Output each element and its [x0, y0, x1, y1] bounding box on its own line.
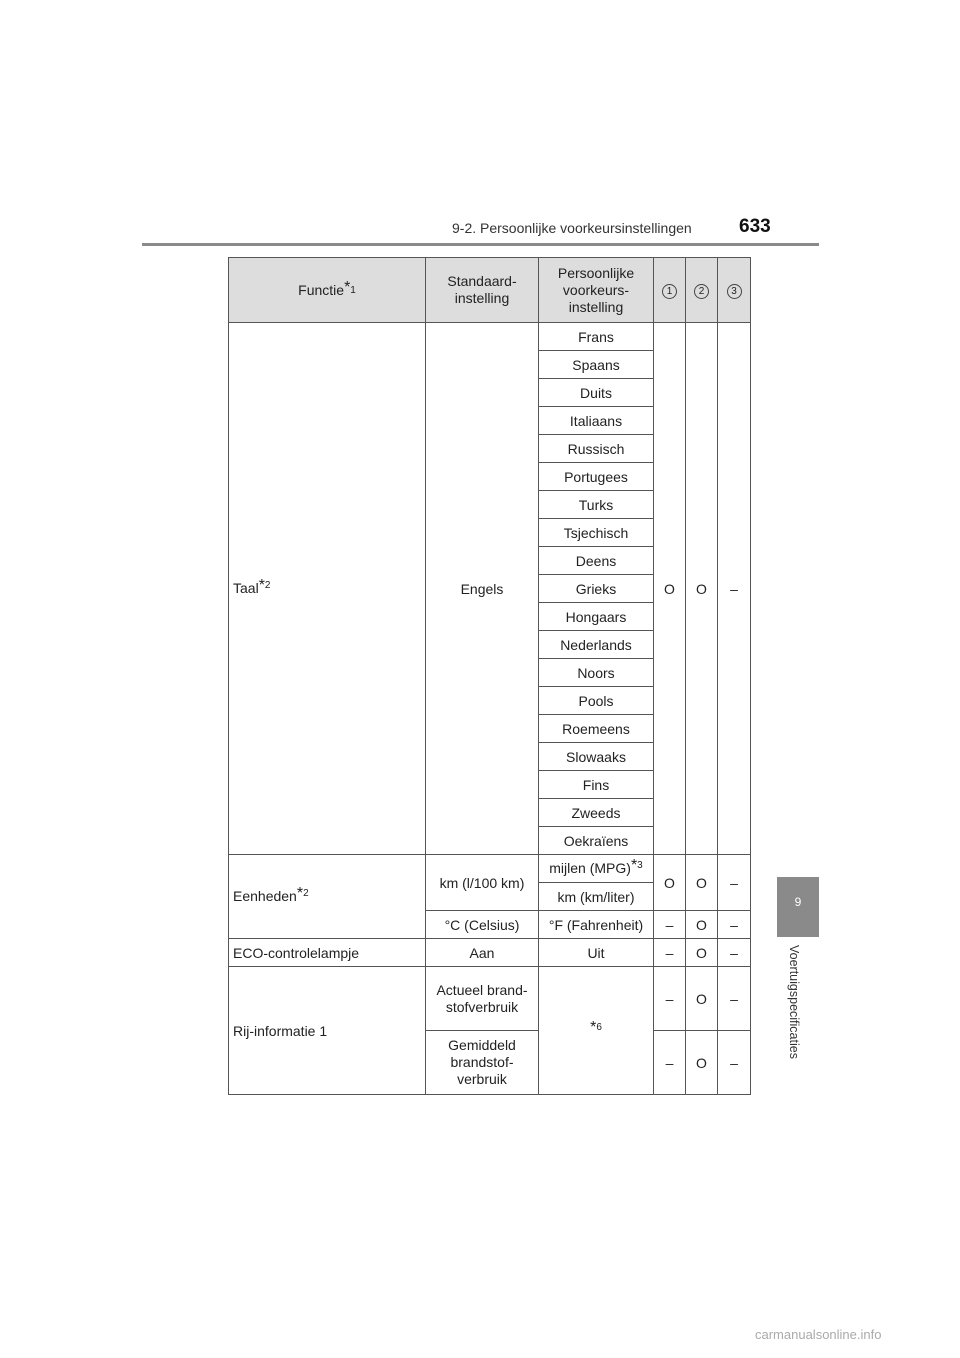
- language-option: Spaans: [539, 351, 654, 379]
- drive-info-average-col-2: O: [686, 1031, 718, 1095]
- drive-info-function: Rij-informatie 1: [229, 967, 426, 1095]
- header-function: Functie$^{*1}$: [229, 258, 426, 323]
- header-col-1: 1: [654, 258, 686, 323]
- language-option: Russisch: [539, 435, 654, 463]
- units-temperature-default: °C (Celsius): [426, 911, 539, 939]
- units-distance-option: mijlen (MPG)$^{*3}$: [539, 855, 654, 883]
- language-option: Oekraïens: [539, 827, 654, 855]
- settings-table: [228, 257, 751, 1095]
- drive-info-current-col-2: O: [686, 967, 718, 1031]
- table-row: [229, 855, 751, 883]
- eco-default: Aan: [426, 939, 539, 967]
- language-option: Turks: [539, 491, 654, 519]
- eco-col-1: –: [654, 939, 686, 967]
- table-row: [229, 323, 751, 351]
- units-temperature-col-2: O: [686, 911, 718, 939]
- watermark: carmanualsonline.info: [755, 1327, 882, 1342]
- chapter-label: Voertuigspecificaties: [787, 945, 801, 1059]
- units-distance-col-3: –: [718, 855, 751, 911]
- language-option: Roemeens: [539, 715, 654, 743]
- language-option: Frans: [539, 323, 654, 351]
- table-row: [229, 939, 751, 967]
- eco-col-2: O: [686, 939, 718, 967]
- language-option: Zweeds: [539, 799, 654, 827]
- language-col-2: O: [686, 323, 718, 855]
- language-option: Italiaans: [539, 407, 654, 435]
- language-col-1: O: [654, 323, 686, 855]
- units-distance-option: km (km/liter): [539, 883, 654, 911]
- drive-info-current-col-1: –: [654, 967, 686, 1031]
- units-distance-col-1: O: [654, 855, 686, 911]
- drive-info-current-col-3: –: [718, 967, 751, 1031]
- header-divider: [142, 243, 819, 246]
- language-option: Portugees: [539, 463, 654, 491]
- header-col-3: 3: [718, 258, 751, 323]
- drive-info-average-col-1: –: [654, 1031, 686, 1095]
- eco-col-3: –: [718, 939, 751, 967]
- drive-info-current-default: Actueel brand-stofverbruik: [426, 967, 539, 1031]
- language-option: Duits: [539, 379, 654, 407]
- language-option: Pools: [539, 687, 654, 715]
- drive-info-average-default: Gemiddeld brandstof-verbruik: [426, 1031, 539, 1095]
- units-function: Eenheden$^{*2}$: [229, 855, 426, 939]
- units-distance-default: km (l/100 km): [426, 855, 539, 911]
- language-option: Hongaars: [539, 603, 654, 631]
- language-option: Noors: [539, 659, 654, 687]
- drive-info-average-col-3: –: [718, 1031, 751, 1095]
- eco-function: ECO-controlelampje: [229, 939, 426, 967]
- header-custom: Persoonlijke voorkeurs-instelling: [539, 258, 654, 323]
- eco-option: Uit: [539, 939, 654, 967]
- language-option: Grieks: [539, 575, 654, 603]
- language-option: Nederlands: [539, 631, 654, 659]
- table-header-row: [229, 258, 751, 323]
- language-option: Slowaaks: [539, 743, 654, 771]
- language-col-3: –: [718, 323, 751, 855]
- page-number: 633: [739, 216, 771, 237]
- table-row: [229, 967, 751, 1031]
- chapter-tab: 9: [777, 877, 819, 937]
- language-function: Taal$^{*2}$: [229, 323, 426, 855]
- units-temperature-option: °F (Fahrenheit): [539, 911, 654, 939]
- units-distance-col-2: O: [686, 855, 718, 911]
- drive-info-option: *6: [539, 967, 654, 1095]
- header-default: Standaard-instelling: [426, 258, 539, 323]
- language-option: Tsjechisch: [539, 519, 654, 547]
- units-temperature-col-1: –: [654, 911, 686, 939]
- section-title: 9-2. Persoonlijke voorkeursinstellingen: [452, 220, 692, 236]
- language-default: Engels: [426, 323, 539, 855]
- language-option: Deens: [539, 547, 654, 575]
- units-temperature-col-3: –: [718, 911, 751, 939]
- header-col-2: 2: [686, 258, 718, 323]
- language-option: Fins: [539, 771, 654, 799]
